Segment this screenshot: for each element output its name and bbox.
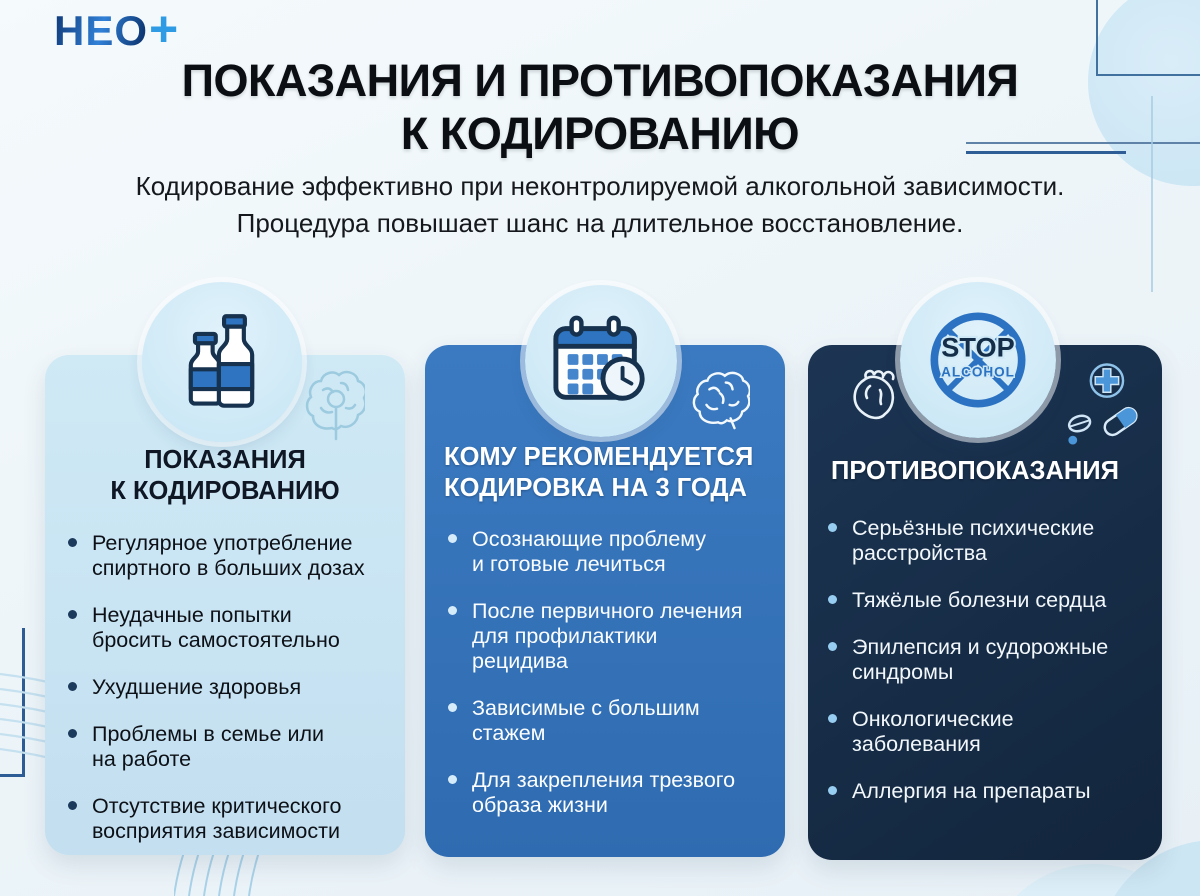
list-item: Неудачные попытки бросить самостоятельно <box>65 603 370 653</box>
bullet-list <box>808 516 1162 804</box>
list-item: Регулярное употребление спиртного в больших дозах <box>65 531 370 581</box>
logo-text: НЕО <box>54 7 149 54</box>
stop-alcohol-badge <box>900 282 1056 438</box>
list-item: Ухудшение здоровья <box>65 675 370 700</box>
list-item: Осознающие проблему и готовые лечиться <box>445 527 748 577</box>
card-title <box>425 442 785 504</box>
subtitle-line: Процедура повышает шанс на длительное восстановление. <box>236 208 964 238</box>
title-line: К КОДИРОВАНИЮ <box>400 108 800 159</box>
list-item: Серьёзные психические расстройства <box>825 516 1144 566</box>
card-title-line: К КОДИРОВАНИЮ <box>110 477 340 505</box>
card-title-line: КОМУ РЕКОМЕНДУЕТСЯ <box>444 443 754 471</box>
card-title-line: ПРОТИВОПОКАЗАНИЯ <box>831 457 1119 485</box>
brain-icon <box>688 370 750 430</box>
stop-text: STOP <box>941 331 1015 363</box>
brain-icon <box>301 366 365 442</box>
list-item: Отсутствие критического восприятия зависимости <box>65 794 370 844</box>
bottles-icon <box>170 310 274 414</box>
alcohol-text: ALCOHOL <box>941 364 1015 380</box>
stop-alcohol-icon <box>919 301 1037 419</box>
calendar-clock-icon <box>546 311 656 411</box>
list-item: После первичного лечения для профилактики рецидива <box>445 599 748 674</box>
bullet-list <box>425 527 785 818</box>
card-title <box>45 445 405 507</box>
subtitle-line: Кодирование эффективно при неконтролируемой алкогольной зависимости. <box>135 171 1065 201</box>
list-item: Для закрепления трезвого образа жизни <box>445 768 748 818</box>
pills-icon <box>1064 360 1144 448</box>
card-title-line: КОДИРОВКА НА 3 ГОДА <box>444 474 747 502</box>
list-item: Эпилепсия и судорожные синдромы <box>825 635 1144 685</box>
heart-icon <box>840 362 906 432</box>
page-title <box>0 54 1200 160</box>
card-title <box>808 456 1162 487</box>
logo-plus-icon: + <box>149 1 179 57</box>
logo <box>54 1 179 57</box>
bullet-list <box>45 531 405 844</box>
title-line: ПОКАЗАНИЯ И ПРОТИВОПОКАЗАНИЯ <box>181 55 1019 106</box>
subtitle <box>0 168 1200 242</box>
list-item: Проблемы в семье или на работе <box>65 722 370 772</box>
list-item: Онкологические заболевания <box>825 707 1144 757</box>
list-item: Аллергия на препараты <box>825 779 1144 804</box>
bottles-badge <box>142 282 302 442</box>
card-title-line: ПОКАЗАНИЯ <box>144 446 306 474</box>
list-item: Тяжёлые болезни сердца <box>825 588 1144 613</box>
calendar-badge <box>525 285 677 437</box>
list-item: Зависимые с большим стажем <box>445 696 748 746</box>
decorative-curves <box>174 852 274 896</box>
